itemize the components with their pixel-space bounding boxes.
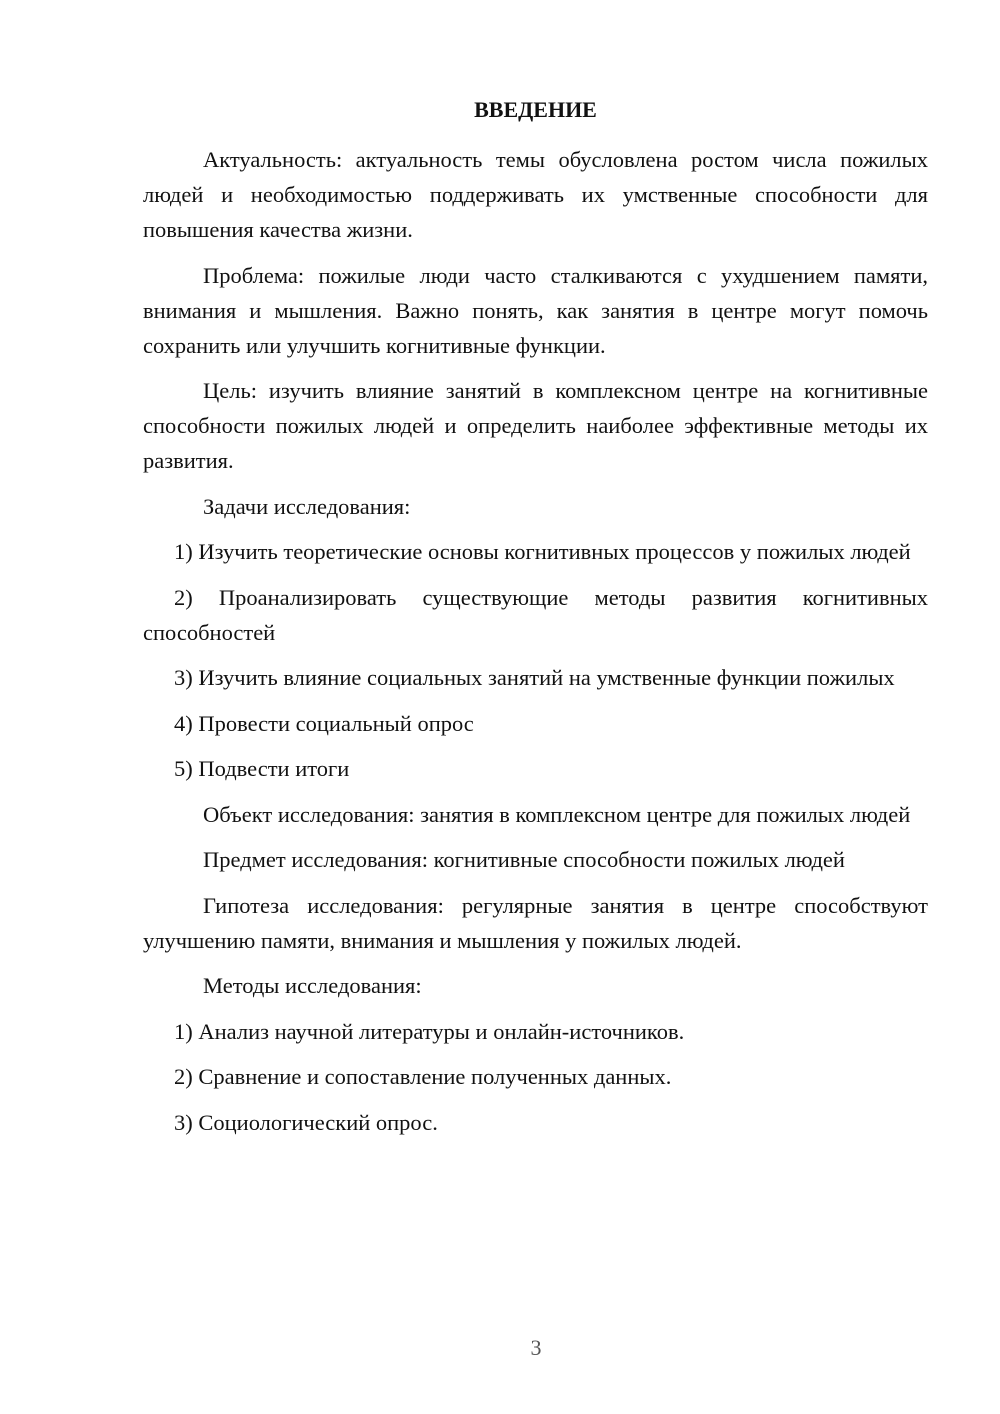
task-item: 4) Провести социальный опрос xyxy=(174,710,474,736)
task-item: 3) Изучить влияние социальных занятий на умственные функции пожилых xyxy=(174,665,895,690)
hypothesis-paragraph: Гипотеза исследования: регулярные занятия в центре способствуют улучшению памяти, внимания и мышления у пожилых людей. xyxy=(143,892,928,953)
problem-paragraph: Проблема: пожилые люди часто сталкиваются с ухудшением памяти, внимания и мышления. Важно понять, как занятия в центре могут помочь сохранить или улучшить когнитивные функции. xyxy=(143,262,928,358)
method-item: 1) Анализ научной литературы и онлайн-источников. xyxy=(174,1018,685,1044)
goal-paragraph: Цель: изучить влияние занятий в комплексном центре на когнитивные способности пожилых людей и определить наиболее эффективные методы их развития. xyxy=(143,378,928,473)
object-paragraph: Объект исследования: занятия в комплексном центре для пожилых людей xyxy=(203,801,911,827)
page-number: 3 xyxy=(530,1335,542,1360)
method-item: 3) Социологический опрос. xyxy=(174,1109,438,1135)
subject-paragraph: Предмет исследования: когнитивные способности пожилых людей xyxy=(203,847,845,872)
methods-heading: Методы исследования: xyxy=(203,973,422,998)
relevance-paragraph: Актуальность: актуальность темы обусловлена ростом числа пожилых людей и необходимостью поддерживать их умственные способности для повышения качества жизни. xyxy=(143,147,928,242)
tasks-heading: Задачи исследования: xyxy=(203,493,411,519)
task-item: 2) Проанализировать существующие методы развития когнитивных способностей xyxy=(143,584,928,645)
section-title: ВВЕДЕНИЕ xyxy=(474,97,597,122)
page-content xyxy=(143,92,928,1150)
task-item: 1) Изучить теоретические основы когнитивных процессов у пожилых людей xyxy=(174,539,911,564)
task-item: 5) Подвести итоги xyxy=(174,756,350,781)
method-item: 2) Сравнение и сопоставление полученных данных. xyxy=(174,1064,672,1089)
